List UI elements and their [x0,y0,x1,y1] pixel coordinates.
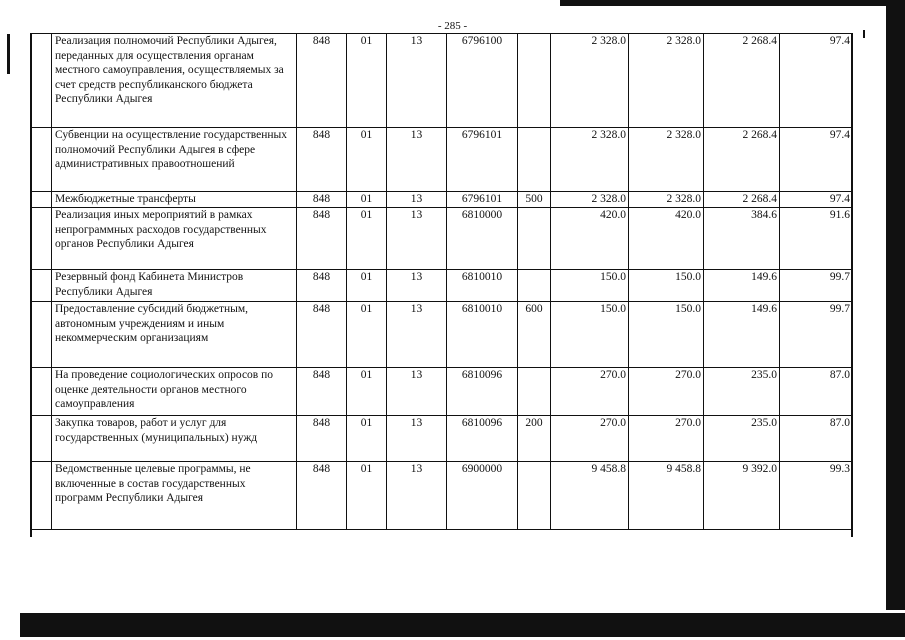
cell-v1: 150.0 [551,270,629,302]
cell-ved: 848 [297,208,347,270]
cell-vr [518,368,551,416]
blank-cell [31,128,52,192]
cell-rz: 01 [347,208,387,270]
cell-rz: 01 [347,368,387,416]
cell-csr: 6796101 [447,128,518,192]
cell-pr: 13 [387,462,447,530]
cell-rz: 01 [347,270,387,302]
table-row [31,270,853,302]
budget-table [30,33,853,530]
cell-name: Субвенции на осуществление государственных полномочий Республики Адыгея в сфере административных правоотношений [52,128,297,192]
cell-v3: 149.6 [704,302,780,368]
cell-pr: 13 [387,208,447,270]
cell-ved: 848 [297,34,347,128]
cell-pr: 13 [387,416,447,462]
blank-cell [31,462,52,530]
cell-v2: 270.0 [629,368,704,416]
cell-csr: 6810010 [447,270,518,302]
table-frame-left [30,33,32,537]
cell-v3: 384.6 [704,208,780,270]
cell-v2: 2 328.0 [629,192,704,208]
cell-rz: 01 [347,302,387,368]
cell-pct: 99.7 [780,302,853,368]
cell-name: Предоставление субсидий бюджетным, автономным учреждениям и иным некоммерческим организациям [52,302,297,368]
cell-csr: 6810096 [447,368,518,416]
blank-cell [31,368,52,416]
table-row [31,302,853,368]
cell-v3: 235.0 [704,368,780,416]
cell-v2: 2 328.0 [629,34,704,128]
cell-pct: 99.7 [780,270,853,302]
cell-v3: 149.6 [704,270,780,302]
cell-pct: 99.3 [780,462,853,530]
cell-name: На проведение социологических опросов по оценке деятельности органов местного самоуправления [52,368,297,416]
table-row [31,34,853,128]
cell-v3: 235.0 [704,416,780,462]
cell-pct: 91.6 [780,208,853,270]
cell-pct: 97.4 [780,192,853,208]
cell-vr [518,462,551,530]
cell-pct: 97.4 [780,34,853,128]
cell-rz: 01 [347,462,387,530]
cell-pct: 87.0 [780,368,853,416]
blank-cell [31,208,52,270]
cell-rz: 01 [347,128,387,192]
cell-pr: 13 [387,302,447,368]
cell-pr: 13 [387,270,447,302]
blank-cell [31,270,52,302]
blank-cell [31,416,52,462]
cell-name: Резервный фонд Кабинета Министров Республики Адыгея [52,270,297,302]
cell-v1: 270.0 [551,416,629,462]
table-row [31,192,853,208]
cell-csr: 6900000 [447,462,518,530]
cell-v3: 9 392.0 [704,462,780,530]
blank-cell [31,34,52,128]
cell-pr: 13 [387,128,447,192]
cell-name: Межбюджетные трансферты [52,192,297,208]
cell-csr: 6810000 [447,208,518,270]
cell-ved: 848 [297,302,347,368]
cell-name: Закупка товаров, работ и услуг для государственных (муниципальных) нужд [52,416,297,462]
cell-pct: 87.0 [780,416,853,462]
cell-rz: 01 [347,416,387,462]
cell-v1: 2 328.0 [551,128,629,192]
page-number: - 285 - [437,20,468,32]
cell-csr: 6810010 [447,302,518,368]
cell-pr: 13 [387,192,447,208]
table-row [31,368,853,416]
cell-csr: 6810096 [447,416,518,462]
cell-v2: 2 328.0 [629,128,704,192]
cell-v2: 150.0 [629,302,704,368]
scan-edge-right [886,0,905,610]
cell-v3: 2 268.4 [704,192,780,208]
cell-pct: 97.4 [780,128,853,192]
cell-vr [518,34,551,128]
table-row [31,416,853,462]
cell-csr: 6796100 [447,34,518,128]
cell-vr: 500 [518,192,551,208]
cell-ved: 848 [297,270,347,302]
cell-vr: 200 [518,416,551,462]
table-row [31,128,853,192]
scan-edge-top [560,0,905,6]
cell-v3: 2 268.4 [704,128,780,192]
cell-v1: 270.0 [551,368,629,416]
cell-vr [518,208,551,270]
cell-v2: 150.0 [629,270,704,302]
cell-pr: 13 [387,368,447,416]
cell-ved: 848 [297,368,347,416]
cell-pr: 13 [387,34,447,128]
table-frame-right [851,33,853,537]
scan-edge-bottom [20,613,905,637]
cell-ved: 848 [297,192,347,208]
cell-v2: 270.0 [629,416,704,462]
cell-name: Ведомственные целевые программы, не включенные в состав государственных программ Республики Адыгея [52,462,297,530]
cell-v1: 2 328.0 [551,192,629,208]
blank-cell [31,302,52,368]
cell-vr: 600 [518,302,551,368]
blank-cell [31,192,52,208]
cell-vr [518,270,551,302]
cell-csr: 6796101 [447,192,518,208]
cell-v2: 9 458.8 [629,462,704,530]
cell-v2: 420.0 [629,208,704,270]
cell-name: Реализация полномочий Республики Адыгея, переданных для осуществления органам местного самоуправления, осуществляемых за счет средств республиканского бюджета Республики Адыгея [52,34,297,128]
scan-mark-left [7,34,10,74]
cell-rz: 01 [347,192,387,208]
cell-vr [518,128,551,192]
cell-v1: 420.0 [551,208,629,270]
cell-ved: 848 [297,462,347,530]
table-row [31,462,853,530]
cell-v1: 150.0 [551,302,629,368]
cell-ved: 848 [297,128,347,192]
cell-ved: 848 [297,416,347,462]
cell-v3: 2 268.4 [704,34,780,128]
cell-v1: 2 328.0 [551,34,629,128]
table-row [31,208,853,270]
cell-v1: 9 458.8 [551,462,629,530]
cell-name: Реализация иных мероприятий в рамках непрограммных расходов государственных органов Республики Адыгея [52,208,297,270]
cell-rz: 01 [347,34,387,128]
